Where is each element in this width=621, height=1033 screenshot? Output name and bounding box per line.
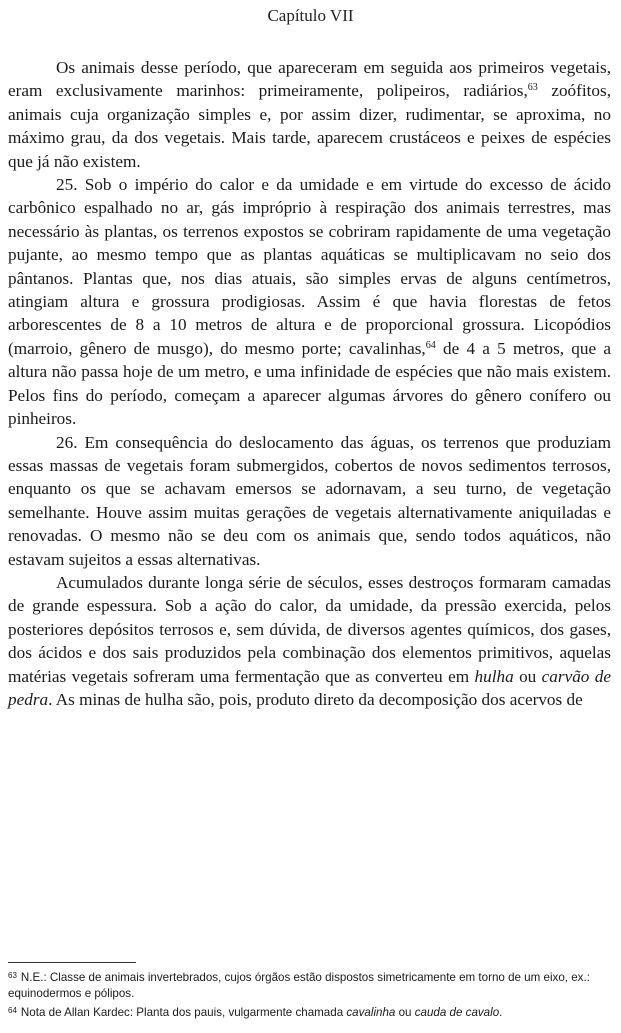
running-head: Capítulo VII bbox=[267, 6, 354, 25]
paragraph-number: 26. bbox=[56, 432, 78, 452]
footnote-reference: 63 bbox=[527, 82, 538, 94]
text-run: Os animais desse período, que apareceram em seguida aos primeiros vegetais, eram exclusivamente marinhos: primeiramente, polipeiros, radiários, bbox=[8, 58, 611, 101]
body-text bbox=[8, 56, 611, 711]
text-run: Acumulados durante longa série de séculos, esses destroços formaram camadas de grande espessura. Sob a ação do calor, da umidade, da pressão exercida, pelos posteriores depósitos terrosos e, sem dúvida, de diversos agentes químicos, dos gases, dos ácidos e dos sais produzidos pela combinação dos elementos primitivos, aquelas matérias vegetais sofreram uma fermentação que as converteu em bbox=[8, 572, 611, 686]
footnote-divider bbox=[8, 962, 136, 963]
paragraph-number: 25. bbox=[56, 175, 78, 195]
paragraph bbox=[8, 431, 611, 571]
text-run: Sob o império do calor e da umidade e em virtude do excesso de ácido carbônico espalhado no ar, gás impróprio à respiração dos animais terrestres, mas necessário às plantas, os terrenos expostos se cobriram rapidamente de uma vegetação pujante, ao mesmo tempo que as plantas aquáticas se multiplicavam no seio dos pântanos. Plantas que, nos dias atuais, são simples ervas de alguns centímetros, atingiam altura e grossura prodigiosas. Assim é que havia florestas de fetos arborescentes de 8 a 10 metros de altura e de proporcional grossura. Licopódios (marroio, gênero de musgo), do mesmo porte; cavalinhas, bbox=[8, 175, 611, 358]
text-run: Nota de Allan Kardec: Planta dos pauis, vulgarmente chamada bbox=[20, 1006, 347, 1019]
footnotes bbox=[8, 968, 614, 1023]
paragraph bbox=[8, 571, 611, 711]
footnote bbox=[8, 1003, 614, 1021]
footnote-reference: 64 bbox=[425, 339, 436, 351]
paragraph bbox=[8, 173, 611, 430]
paragraph bbox=[8, 56, 611, 173]
text-run: Em consequência do deslocamento das águas, os terrenos que produziam essas massas de vegetais foram submergidos, cobertos de novos sedimentos terrosos, enquanto os que se achavam emersos se adornavam, a seu turno, de vegetação semelhante. Houve assim muitas gerações de vegetais alternativamente aniquiladas e renovadas. O mesmo não se deu com os animais que, sendo todos aquáticos, não estavam sujeitos a essas alternativas. bbox=[8, 432, 611, 569]
text-run: zoófitos, animais cuja organização simples e, por assim dizer, rudimentar, se aproxima, no máximo grau, da dos vegetais. Mais tarde, aparecem crustáceos e peixes de espécies que já não existem. bbox=[8, 81, 611, 171]
footnote-number: 64 bbox=[8, 1006, 17, 1015]
emphasized-text: carvão de pedra bbox=[8, 666, 611, 709]
text-run: . As minas de hulha são, pois, produto direto da decomposição dos acervos de bbox=[48, 689, 583, 709]
footnote bbox=[8, 968, 614, 1001]
footnote-number: 63 bbox=[8, 971, 17, 980]
text-run: ou bbox=[513, 666, 542, 686]
emphasized-text: hulha bbox=[474, 666, 514, 686]
emphasized-text: cavalinha bbox=[346, 1006, 396, 1019]
emphasized-text: cauda de cavalo bbox=[414, 1006, 500, 1019]
text-run: . bbox=[499, 1006, 503, 1019]
text-run: N.E.: Classe de animais invertebrados, cujos órgãos estão dispostos simetricamente em torno de um eixo, ex.: equinodermos e pólipos. bbox=[8, 971, 590, 1000]
text-run: de 4 a 5 metros, que a altura não passa hoje de um metro, e uma infinidade de espécies que não mais existem. Pelos fins do período, começam a aparecer algumas árvores do gênero conífero ou pinheiros. bbox=[8, 338, 611, 429]
text-run: ou bbox=[395, 1006, 415, 1019]
